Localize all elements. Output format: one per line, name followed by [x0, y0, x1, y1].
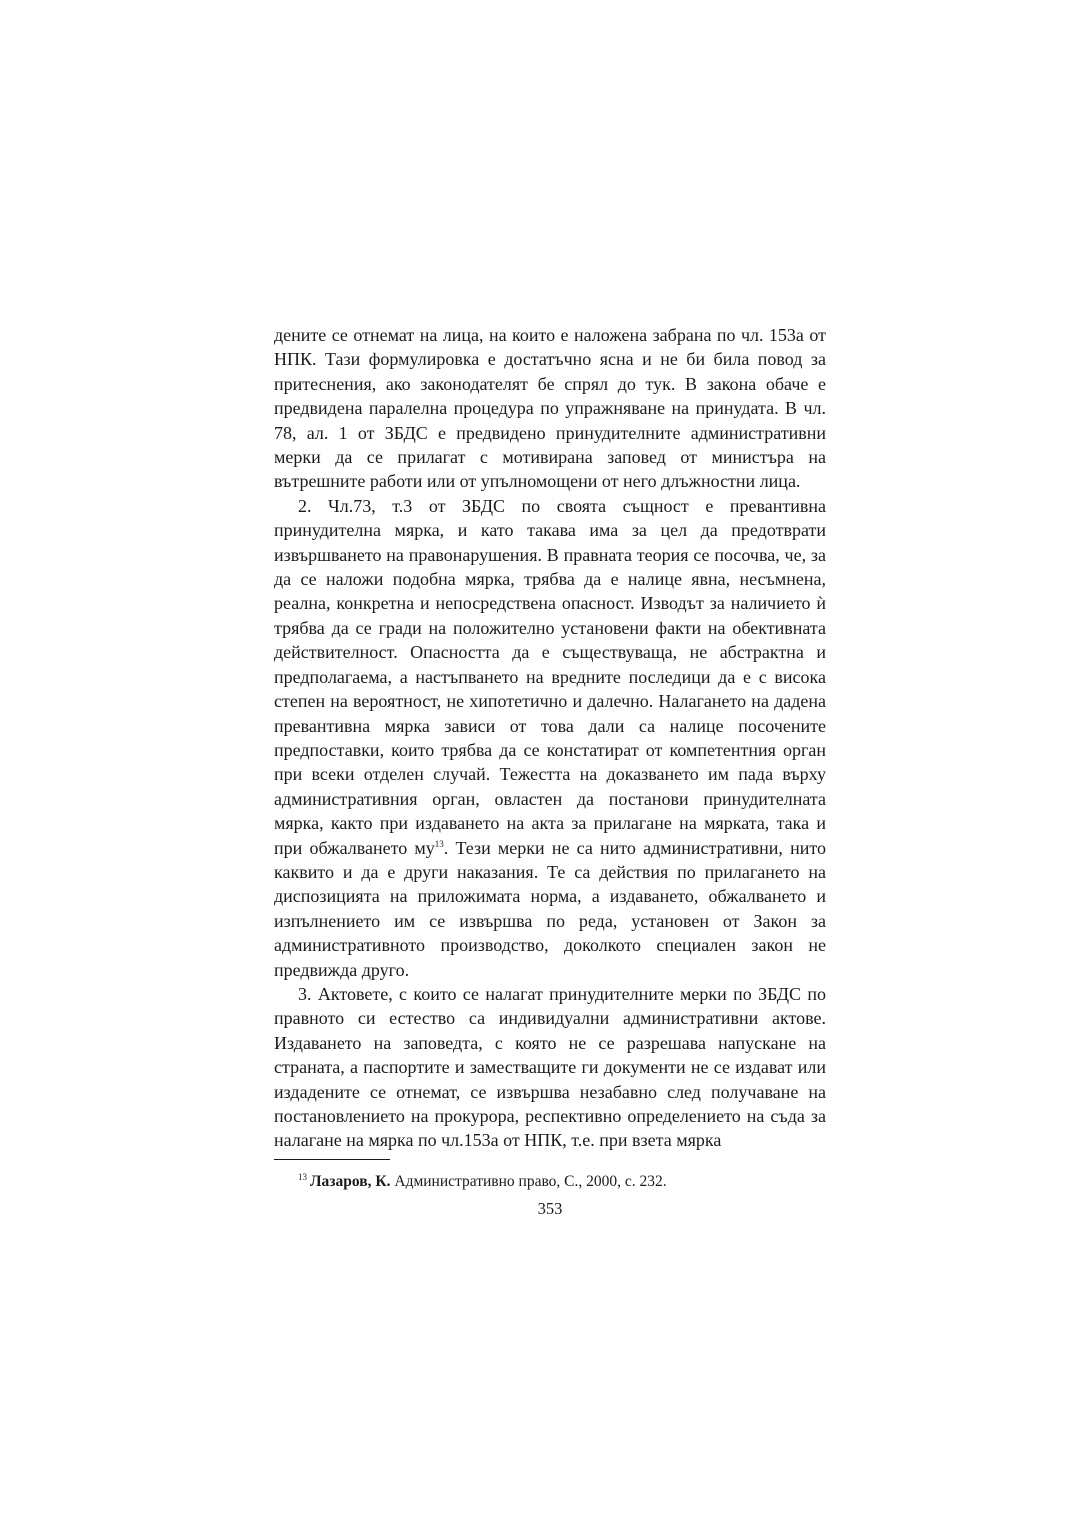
paragraph-2-text-part-1: 2. Чл.73, т.3 от ЗБДС по своята същност е превантивна принудителна мярка, и като такава има за цел да предотврати извършването на правонарушения. В правната теория се посочва, че, за да се наложи подобна мярка, трябва да е налице явна, несъмнена, реална, конкретна и непосредствена опасност. Изводът за наличието ѝ трябва да се гради на положително установени факти на обективната действителност. Опасността да е съществуваща, не абстрактна и предполагаема, а настъпването на вредните последици да е с висока степен на вероятност, не хипотетично и далечно. Налагането на дадена превантивна мярка зависи от това дали са налице посочените предпоставки, които трябва да се констатират от компетентния орган при всеки отделен случай. Тежестта на доказването им пада върху административния орган, овластен да постанови принудителната мярка, както при издаването на акта за прилагане на мярката, така и при обжалването му — [274, 495, 826, 858]
footnote-author: Лазаров, К. — [310, 1173, 391, 1190]
paragraph-3: 3. Актовете, с които се налагат принудителните мерки по ЗБДС по правното си естество са индивидуални административни актове. Издаването на заповедта, с която не се разрешава напускане на страната, а паспортите и заместващите ги документи не се издават или издадените се отнемат, се извършва незабавно след получаване на постановлението на прокурора, респективно определението на съда за налагане на мярка по чл.153а от НПК, т.е. при взета мярка — [274, 983, 826, 1151]
footnote-text: Административно право, С., 2000, с. 232. — [390, 1173, 667, 1190]
footnote-reference[interactable]: 13 — [434, 838, 444, 849]
body-text — [274, 323, 826, 1153]
paragraph-2-text-part-2: . Тези мерки не са нито административни, нито каквито и да е други наказания. Те са действия по прилагането на диспозицията на приложимата норма, а издаването, обжалването и изпълнението им се извършва по реда, установен от Закон за административното производство, доколкото специален закон не предвижда друго. — [274, 837, 826, 980]
paragraph-1: дените се отнемат на лица, на които е наложена забрана по чл. 153а от НПК. Тази формулировка е достатъчно ясна и не би била повод за притеснения, ако законодателят бе спрял до тук. В закона обаче е предвидена паралелна процедура по упражняване на принудата. В чл. 78, ал. 1 от ЗБДС е предвидено принудителните административни мерки да се прилагат с мотивирана заповед от министъра на вътрешните работи или от упълномощени от него длъжностни лица. — [274, 325, 826, 492]
footnote — [298, 1166, 826, 1193]
footnote-number: 13 — [298, 1172, 307, 1182]
paragraph-2 — [274, 494, 826, 982]
page-number: 353 — [537, 1199, 563, 1218]
footnote-divider — [274, 1159, 390, 1160]
